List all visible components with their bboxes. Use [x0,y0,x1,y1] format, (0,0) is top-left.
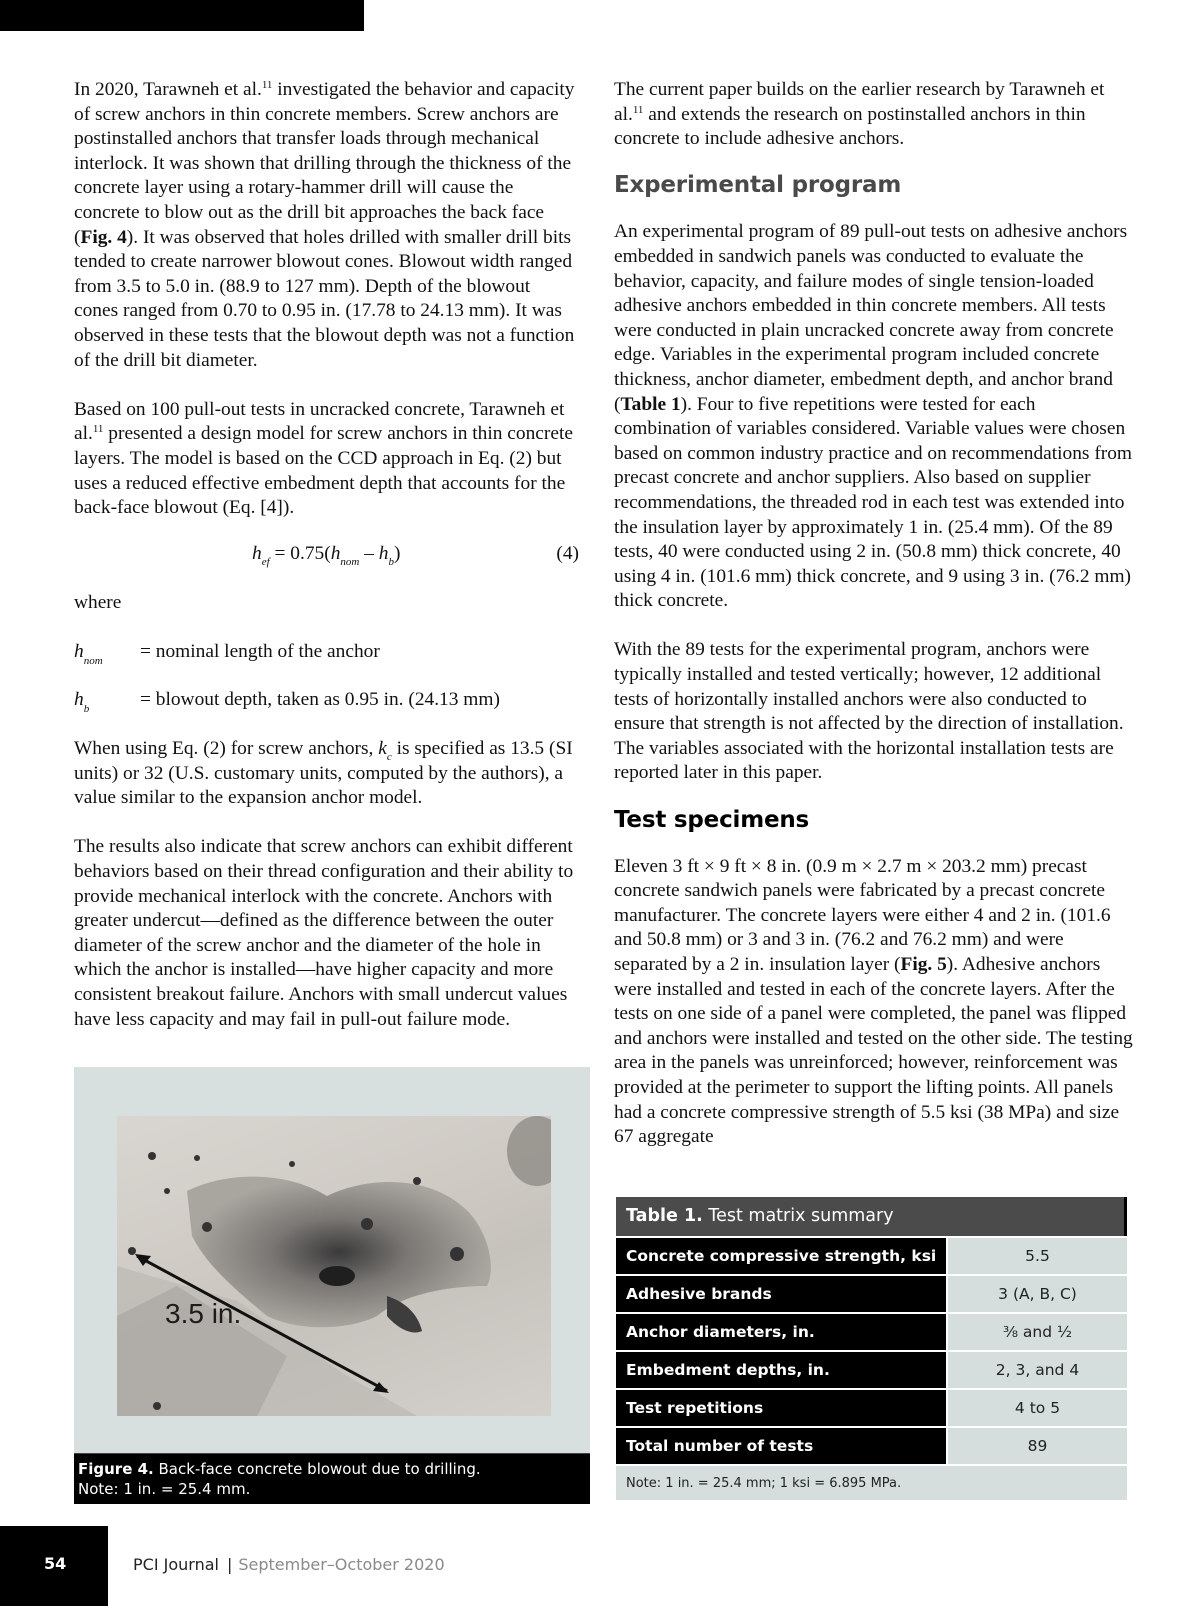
table-row [616,1350,1127,1388]
paragraph: Eleven 3 ft × 9 ft × 8 in. (0.9 m × 2.7 m × 203.2 mm) precast concrete sandwich panels were fabricated by a precast concrete manufacturer. The concrete layers were either 4 and 2 in. (101.6 and 50.8 mm) or 3 and 3 in. (76.2 and 76.2 mm) and were separated by a 2 in. insulation layer (Fig. 5). Adhesive anchors were installed and tested in each of the concrete layers. After the tests on one side of a panel were completed, the panel was flipped and anchors were installed and tested on the other side. The testing area in the panels was unreinforced; however, reinforcement was provided at the perimeter to support the lifting points. All panels had a concrete compressive strength of 5.5 ksi (38 MPa) and size 67 aggregate [614,855,1133,1148]
table-row [616,1426,1127,1464]
table-row-value: 2, 3, and 4 [946,1352,1127,1388]
paragraph: An experimental program of 89 pull-out tests on adhesive anchors embedded in sandwich panels was conducted to evaluate the behavior, capacity, and failure modes of single tension-loaded adhesive anchors embedded in thin concrete members. All tests were conducted in plain uncracked concrete away from concrete edge. Variables in the experimental program included concrete thickness, anchor diameter, embedment depth, and anchor brand (Table 1). Four to five repetitions were tested for each combination of variables considered. Variable values were chosen based on common industry practice and on recommendations from precast concrete and anchor suppliers. Also based on supplier recommendations, the threaded rod in each test was extended into the insulation layer by approximately 1 in. (25.4 mm). Of the 89 tests, 40 were conducted using 2 in. (50.8 mm) thick concrete, 40 using 4 in. (101.6 mm) thick concrete, and 9 using 3 in. (76.2 mm) thick concrete. [614,221,1133,612]
citation-superscript: 11 [92,423,104,436]
paragraph: The results also indicate that screw anchors can exhibit different behaviors based on their thread configuration and their ability to provide mechanical interlock with the concrete. Anchors with greater undercut—defined as the difference between the outer diameter of the screw anchor and the diameter of the hole in which the anchor is installed—have higher capacity and more consistent breakout failure. Anchors with small undercut values have less capacity and may fail in pull-out failure mode. [74,836,574,1030]
figure-caption: Figure 4. Back-face concrete blowout due to drilling. Note: 1 in. = 25.4 mm. [74,1453,590,1504]
figure-reference: Fig. 5 [900,954,947,975]
figure-frame [74,1067,590,1453]
figure-4 [74,1067,590,1504]
table-row [616,1312,1127,1350]
citation-superscript: 11 [632,103,644,116]
header-bar [0,0,364,31]
table-row [616,1236,1127,1274]
footer-separator: | [226,1555,233,1574]
table-row-value: 5.5 [946,1238,1127,1274]
dimension-label: 3.5 in. [165,1298,242,1329]
issue-date: September–October 2020 [238,1555,445,1574]
table-row-label: Total number of tests [616,1428,946,1464]
definition-h-b: $h_b$ = blowout depth, taken as 0.95 in. (24.13 mm) [74,689,500,716]
table-row-label: Concrete compressive strength, ksi [616,1238,946,1274]
table-row-label: Anchor diameters, in. [616,1314,946,1350]
equation-number: (4) [556,543,579,565]
section-heading-experimental-program: Experimental program [614,172,902,199]
table-reference: Table 1 [620,393,681,415]
left-column [74,78,579,1057]
paragraph: The current paper builds on the earlier research by Tarawneh et al.$^{11}$ and extends the research on postinstalled anchors in thin concrete to include adhesive anchors. [614,79,1105,150]
equation-4: $h_{ef} = 0.75(h_{nom} - h_b)$ (4) [252,543,579,569]
table-row-label: Test repetitions [616,1390,946,1426]
figure-reference: Fig. 4 [80,226,127,248]
table-title: Table 1. Test matrix summary [616,1197,1127,1236]
table-1 [616,1197,1127,1500]
page-number-block [0,1526,108,1606]
citation-superscript: 11 [261,79,273,91]
paragraph: In 2020, Tarawneh et al.$^{11}$ investigated the behavior and capacity of screw anchors in thin concrete members. Screw anchors are postinstalled anchors that transfer loads through mechanical interlock. It was shown that drilling through the thickness of the concrete layer using a rotary-hammer drill will cause the concrete to blow out as the drill bit approaches the back face (Fig. 4). It was observed that holes drilled with smaller drill bits tended to create narrower blowout cones. Blowout width ranged from 3.5 to 5.0 in. (88.9 to 127 mm). Depth of the blowout cones ranged from 0.70 to 0.95 in. (17.78 to 24.13 mm). It was observed in these tests that the blowout depth was not a function of the drill bit diameter. [74,79,575,371]
right-column [614,78,1134,1174]
table-row-label: Embedment depths, in. [616,1352,946,1388]
page-number: 54 [44,1554,67,1573]
table-row-value: 3 (A, B, C) [946,1276,1127,1312]
table-row-value: ⅜ and ½ [946,1314,1127,1350]
blowout-photo [117,1116,551,1416]
paragraph: When using Eq. (2) for screw anchors, $k_c$ is specified as 13.5 (SI units) or 32 (U.S. customary units, computed by the authors), a value similar to the expansion anchor model. [74,738,573,809]
journal-name: PCI Journal [133,1555,219,1574]
section-heading-test-specimens: Test specimens [614,806,810,833]
paragraph: Based on 100 pull-out tests in uncracked concrete, Tarawneh et al.$^{11}$ presented a design model for screw anchors in thin concrete layers. The model is based on the CCD approach in Eq. (2) but uses a reduced effective embedment depth that accounts for the back-face blowout (Eq. [4]). [74,398,573,519]
table-row [616,1388,1127,1426]
table-note: Note: 1 in. = 25.4 mm; 1 ksi = 6.895 MPa. [616,1464,1127,1500]
table-row-value: 4 to 5 [946,1390,1127,1426]
paragraph: With the 89 tests for the experimental program, anchors were typically installed and tested vertically; however, 12 additional tests of horizontally installed anchors were also conducted to ensure that strength is not affected by the direction of installation. The variables associated with the horizontal installation tests are reported later in this paper. [614,639,1124,784]
table-row [616,1274,1127,1312]
where-label: where [74,592,122,614]
table-row-value: 89 [946,1428,1127,1464]
running-footer [133,1555,445,1574]
table-row-label: Adhesive brands [616,1276,946,1312]
definition-h-nom: $h_{nom}$ = nominal length of the anchor [74,640,380,667]
